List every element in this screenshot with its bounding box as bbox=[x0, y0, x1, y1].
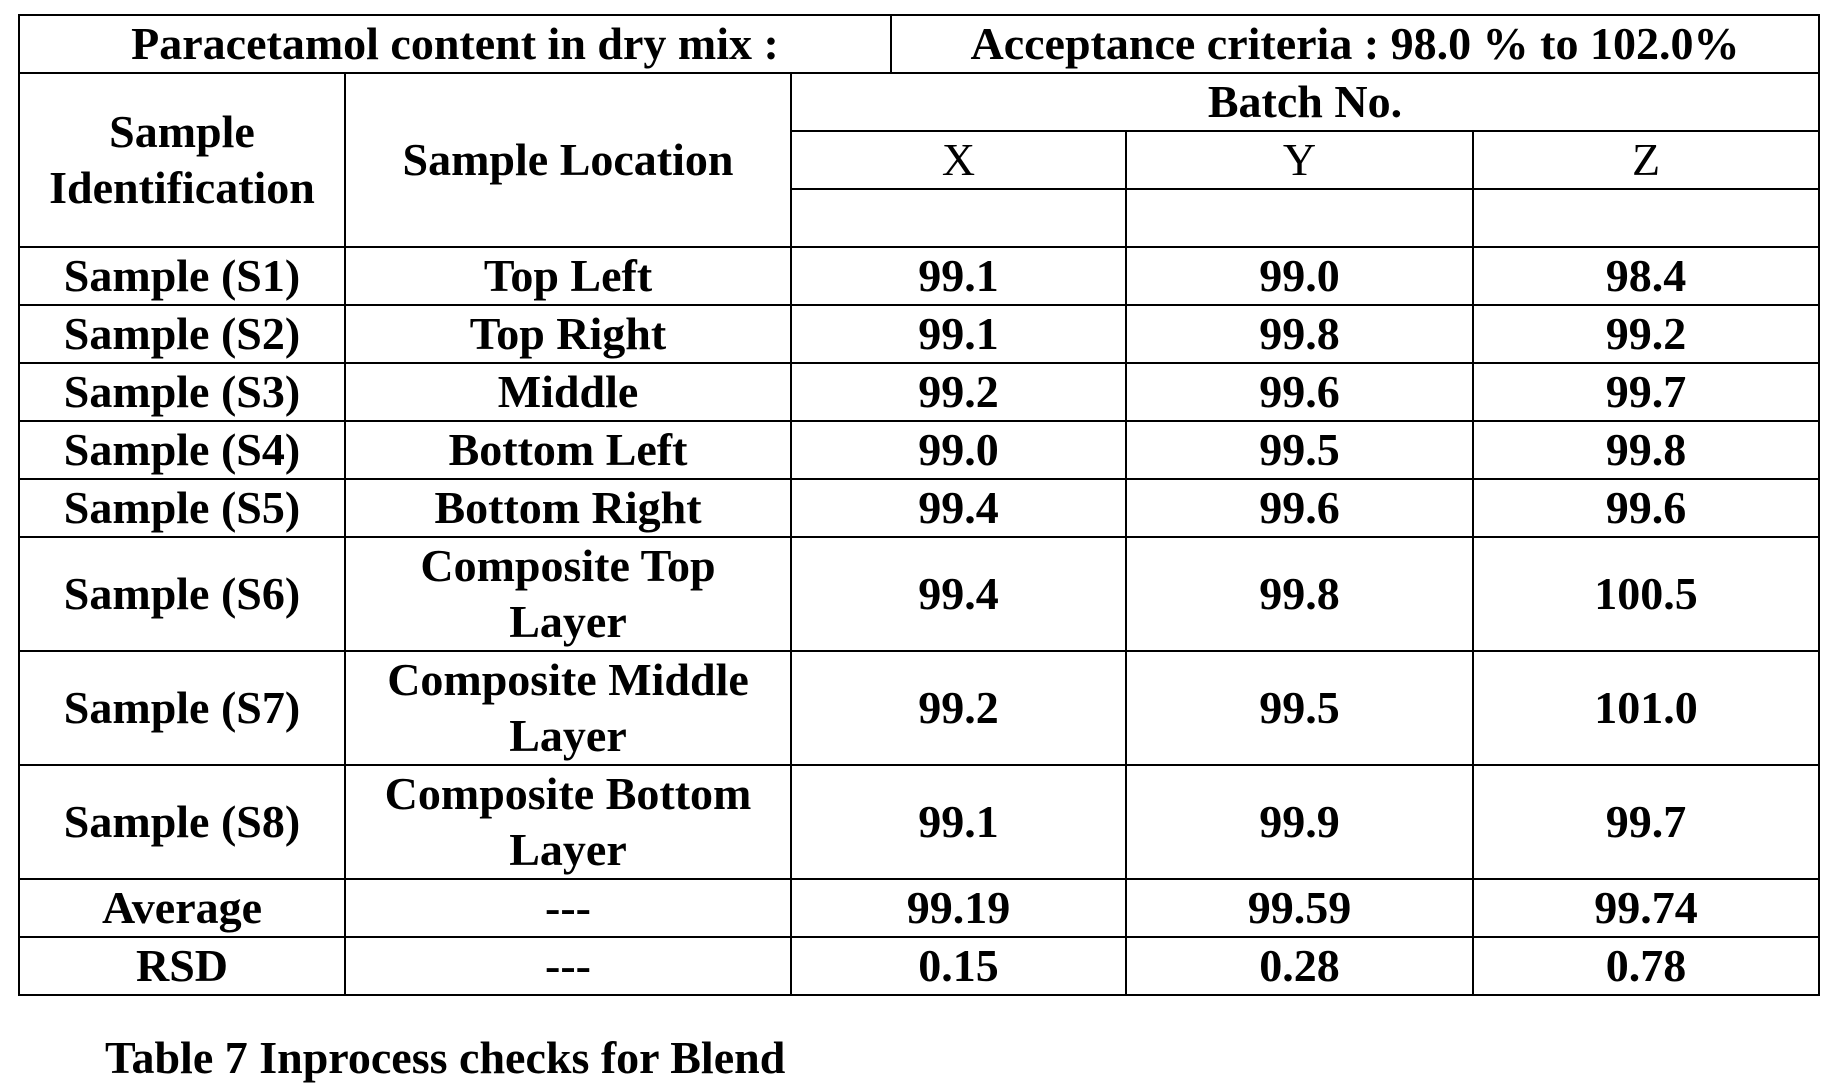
table-row bbox=[19, 305, 1819, 363]
batch-z-value: 100.5 bbox=[1473, 537, 1819, 651]
sample-identification-header: Sample Identification bbox=[19, 73, 345, 247]
batch-z-value: 99.7 bbox=[1473, 363, 1819, 421]
table-row bbox=[19, 879, 1819, 937]
table-row bbox=[19, 363, 1819, 421]
sample-location-header: Sample Location bbox=[345, 73, 791, 247]
table-row bbox=[19, 537, 1819, 651]
sample-location-cell: Composite Top Layer bbox=[345, 537, 791, 651]
batch-x-value: 99.1 bbox=[791, 247, 1126, 305]
sample-id-cell: Sample (S5) bbox=[19, 479, 345, 537]
batch-z-value: 99.6 bbox=[1473, 479, 1819, 537]
sample-location-cell: Middle bbox=[345, 363, 791, 421]
batch-y-value: 99.59 bbox=[1126, 879, 1473, 937]
sample-id-cell: Sample (S3) bbox=[19, 363, 345, 421]
batch-x-value: 99.2 bbox=[791, 363, 1126, 421]
table-row bbox=[19, 247, 1819, 305]
batch-y-value: 99.6 bbox=[1126, 363, 1473, 421]
batch-y-value: 99.8 bbox=[1126, 537, 1473, 651]
sample-id-cell: RSD bbox=[19, 937, 345, 995]
batch-x-value: 99.1 bbox=[791, 765, 1126, 879]
sample-location-cell: Top Right bbox=[345, 305, 791, 363]
title-row bbox=[19, 15, 1819, 73]
sample-id-cell: Average bbox=[19, 879, 345, 937]
batch-x-value: 99.4 bbox=[791, 537, 1126, 651]
sample-location-cell: Bottom Left bbox=[345, 421, 791, 479]
batch-y-value: 99.9 bbox=[1126, 765, 1473, 879]
batch-x-value: 99.2 bbox=[791, 651, 1126, 765]
batch-z-value: 0.78 bbox=[1473, 937, 1819, 995]
batch-z-value: 99.7 bbox=[1473, 765, 1819, 879]
sample-id-cell: Sample (S7) bbox=[19, 651, 345, 765]
sample-location-cell: Top Left bbox=[345, 247, 791, 305]
blank-cell-y bbox=[1126, 189, 1473, 247]
batch-z-value: 99.8 bbox=[1473, 421, 1819, 479]
header-row-batch bbox=[19, 73, 1819, 131]
batch-z-value: 98.4 bbox=[1473, 247, 1819, 305]
table-row bbox=[19, 765, 1819, 879]
batch-y-value: 99.8 bbox=[1126, 305, 1473, 363]
sample-location-cell: --- bbox=[345, 937, 791, 995]
blank-cell-z bbox=[1473, 189, 1819, 247]
batch-z-header: Z bbox=[1473, 131, 1819, 189]
sample-id-cell: Sample (S4) bbox=[19, 421, 345, 479]
content-uniformity-table bbox=[18, 14, 1820, 996]
batch-z-value: 99.74 bbox=[1473, 879, 1819, 937]
sample-location-cell: Composite Bottom Layer bbox=[345, 765, 791, 879]
blank-cell-x bbox=[791, 189, 1126, 247]
batch-x-value: 99.0 bbox=[791, 421, 1126, 479]
batch-x-value: 99.19 bbox=[791, 879, 1126, 937]
table-row bbox=[19, 479, 1819, 537]
table-row bbox=[19, 651, 1819, 765]
content-label: Paracetamol content in dry mix : bbox=[19, 15, 891, 73]
table-caption: Table 7 Inprocess checks for Blend bbox=[105, 1032, 786, 1083]
sample-location-cell: Bottom Right bbox=[345, 479, 791, 537]
batch-x-header: X bbox=[791, 131, 1126, 189]
sample-location-cell: --- bbox=[345, 879, 791, 937]
batch-y-value: 99.0 bbox=[1126, 247, 1473, 305]
batch-z-value: 99.2 bbox=[1473, 305, 1819, 363]
batch-no-header: Batch No. bbox=[791, 73, 1819, 131]
batch-x-value: 99.4 bbox=[791, 479, 1126, 537]
batch-y-value: 99.5 bbox=[1126, 651, 1473, 765]
batch-y-value: 99.5 bbox=[1126, 421, 1473, 479]
batch-y-header: Y bbox=[1126, 131, 1473, 189]
batch-y-value: 99.6 bbox=[1126, 479, 1473, 537]
sample-id-cell: Sample (S2) bbox=[19, 305, 345, 363]
sample-id-cell: Sample (S6) bbox=[19, 537, 345, 651]
sample-id-cell: Sample (S8) bbox=[19, 765, 345, 879]
batch-x-value: 0.15 bbox=[791, 937, 1126, 995]
table-row bbox=[19, 421, 1819, 479]
batch-z-value: 101.0 bbox=[1473, 651, 1819, 765]
table-row bbox=[19, 937, 1819, 995]
sample-location-cell: Composite Middle Layer bbox=[345, 651, 791, 765]
batch-x-value: 99.1 bbox=[791, 305, 1126, 363]
sample-id-cell: Sample (S1) bbox=[19, 247, 345, 305]
acceptance-criteria: Acceptance criteria : 98.0 % to 102.0% bbox=[891, 15, 1819, 73]
batch-y-value: 0.28 bbox=[1126, 937, 1473, 995]
